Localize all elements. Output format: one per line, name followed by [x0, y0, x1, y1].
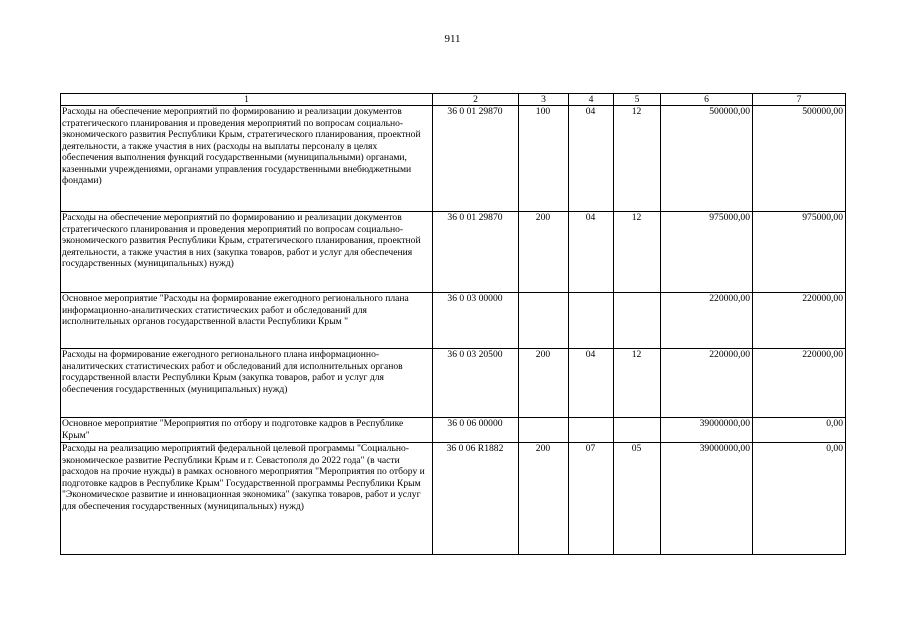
expense-type-cell: 200	[519, 349, 569, 418]
section-cell	[569, 293, 614, 349]
section-cell: 04	[569, 212, 614, 293]
target-article-code-cell: 36 0 01 29870	[433, 106, 519, 212]
target-article-code-cell: 36 0 06 00000	[433, 418, 519, 443]
column-header: 7	[753, 94, 846, 106]
expense-type-cell	[519, 293, 569, 349]
expense-type-cell: 100	[519, 106, 569, 212]
amount-cell: 39000000,00	[661, 418, 753, 443]
amount-cell: 975000,00	[661, 212, 753, 293]
expense-name-cell: Основное мероприятие "Расходы на формирование ежегодного регионального плана информационно-аналитических статистических работ и обследований для исполнительных органов государственной власти Республики Крым "	[61, 293, 433, 349]
subsection-cell: 12	[614, 106, 661, 212]
column-header: 4	[569, 94, 614, 106]
table-row	[61, 349, 846, 418]
expense-name-cell: Расходы на обеспечение мероприятий по формированию и реализации документов стратегического планирования и проведения мероприятий по вопросам социально-экономического развития Республики Крым, стратегического планирования, проектной деятельности, а также участия в них (расходы на выплаты персоналу в целях обеспечения выполнения функций государственными (муниципальными) органами, казенными учреждениями, органами управления государственными внебюджетными фондами)	[61, 106, 433, 212]
target-article-code-cell: 36 0 03 00000	[433, 293, 519, 349]
subsection-cell: 12	[614, 212, 661, 293]
expense-type-cell	[519, 418, 569, 443]
amount-cell: 0,00	[753, 418, 846, 443]
section-cell	[569, 418, 614, 443]
page-number: 911	[444, 33, 461, 45]
table-row	[61, 106, 846, 212]
amount-cell: 500000,00	[661, 106, 753, 212]
target-article-code-cell: 36 0 01 29870	[433, 212, 519, 293]
subsection-cell: 12	[614, 349, 661, 418]
expense-type-cell: 200	[519, 443, 569, 555]
column-header: 2	[433, 94, 519, 106]
amount-cell: 220000,00	[661, 349, 753, 418]
expense-name-cell: Расходы на формирование ежегодного регионального плана информационно-аналитических статистических работ и обследований для исполнительных органов государственной власти Республики Крым (закупка товаров, работ и услуг для обеспечения государственных (муниципальных) нужд)	[61, 349, 433, 418]
subsection-cell	[614, 293, 661, 349]
expense-name-cell: Расходы на реализацию мероприятий федеральной целевой программы "Социально-экономическое развитие Республики Крым и г. Севастополя до 2022 года" (в части расходов на прочие нужды) в рамках основного мероприятия "Мероприятия по отбору и подготовке кадров в Республике Крым" Государственной программы Республики Крым "Экономическое развитие и инновационная экономика" (закупка товаров, работ и услуг для обеспечения государственных (муниципальных) нужд)	[61, 443, 433, 555]
table-row	[61, 418, 846, 443]
amount-cell: 220000,00	[753, 349, 846, 418]
column-header: 5	[614, 94, 661, 106]
section-cell: 07	[569, 443, 614, 555]
section-cell: 04	[569, 349, 614, 418]
amount-cell: 975000,00	[753, 212, 846, 293]
subsection-cell	[614, 418, 661, 443]
table-header-row	[61, 94, 846, 106]
amount-cell: 220000,00	[661, 293, 753, 349]
budget-table	[60, 93, 846, 555]
table-row	[61, 443, 846, 555]
amount-cell: 500000,00	[753, 106, 846, 212]
subsection-cell: 05	[614, 443, 661, 555]
section-cell: 04	[569, 106, 614, 212]
target-article-code-cell: 36 0 06 R1882	[433, 443, 519, 555]
amount-cell: 39000000,00	[661, 443, 753, 555]
table-row	[61, 212, 846, 293]
amount-cell: 220000,00	[753, 293, 846, 349]
amount-cell: 0,00	[753, 443, 846, 555]
column-header: 3	[519, 94, 569, 106]
expense-name-cell: Расходы на обеспечение мероприятий по формированию и реализации документов стратегического планирования и проведения мероприятий по вопросам социально-экономического развития Республики Крым, стратегического планирования, проектной деятельности, а также участия в них (закупка товаров, работ и услуг для обеспечения государственных (муниципальных) нужд)	[61, 212, 433, 293]
column-header: 1	[61, 94, 433, 106]
column-header: 6	[661, 94, 753, 106]
expense-type-cell: 200	[519, 212, 569, 293]
table-row	[61, 293, 846, 349]
expense-name-cell: Основное мероприятие "Мероприятия по отбору и подготовке кадров в Республике Крым"	[61, 418, 433, 443]
target-article-code-cell: 36 0 03 20500	[433, 349, 519, 418]
